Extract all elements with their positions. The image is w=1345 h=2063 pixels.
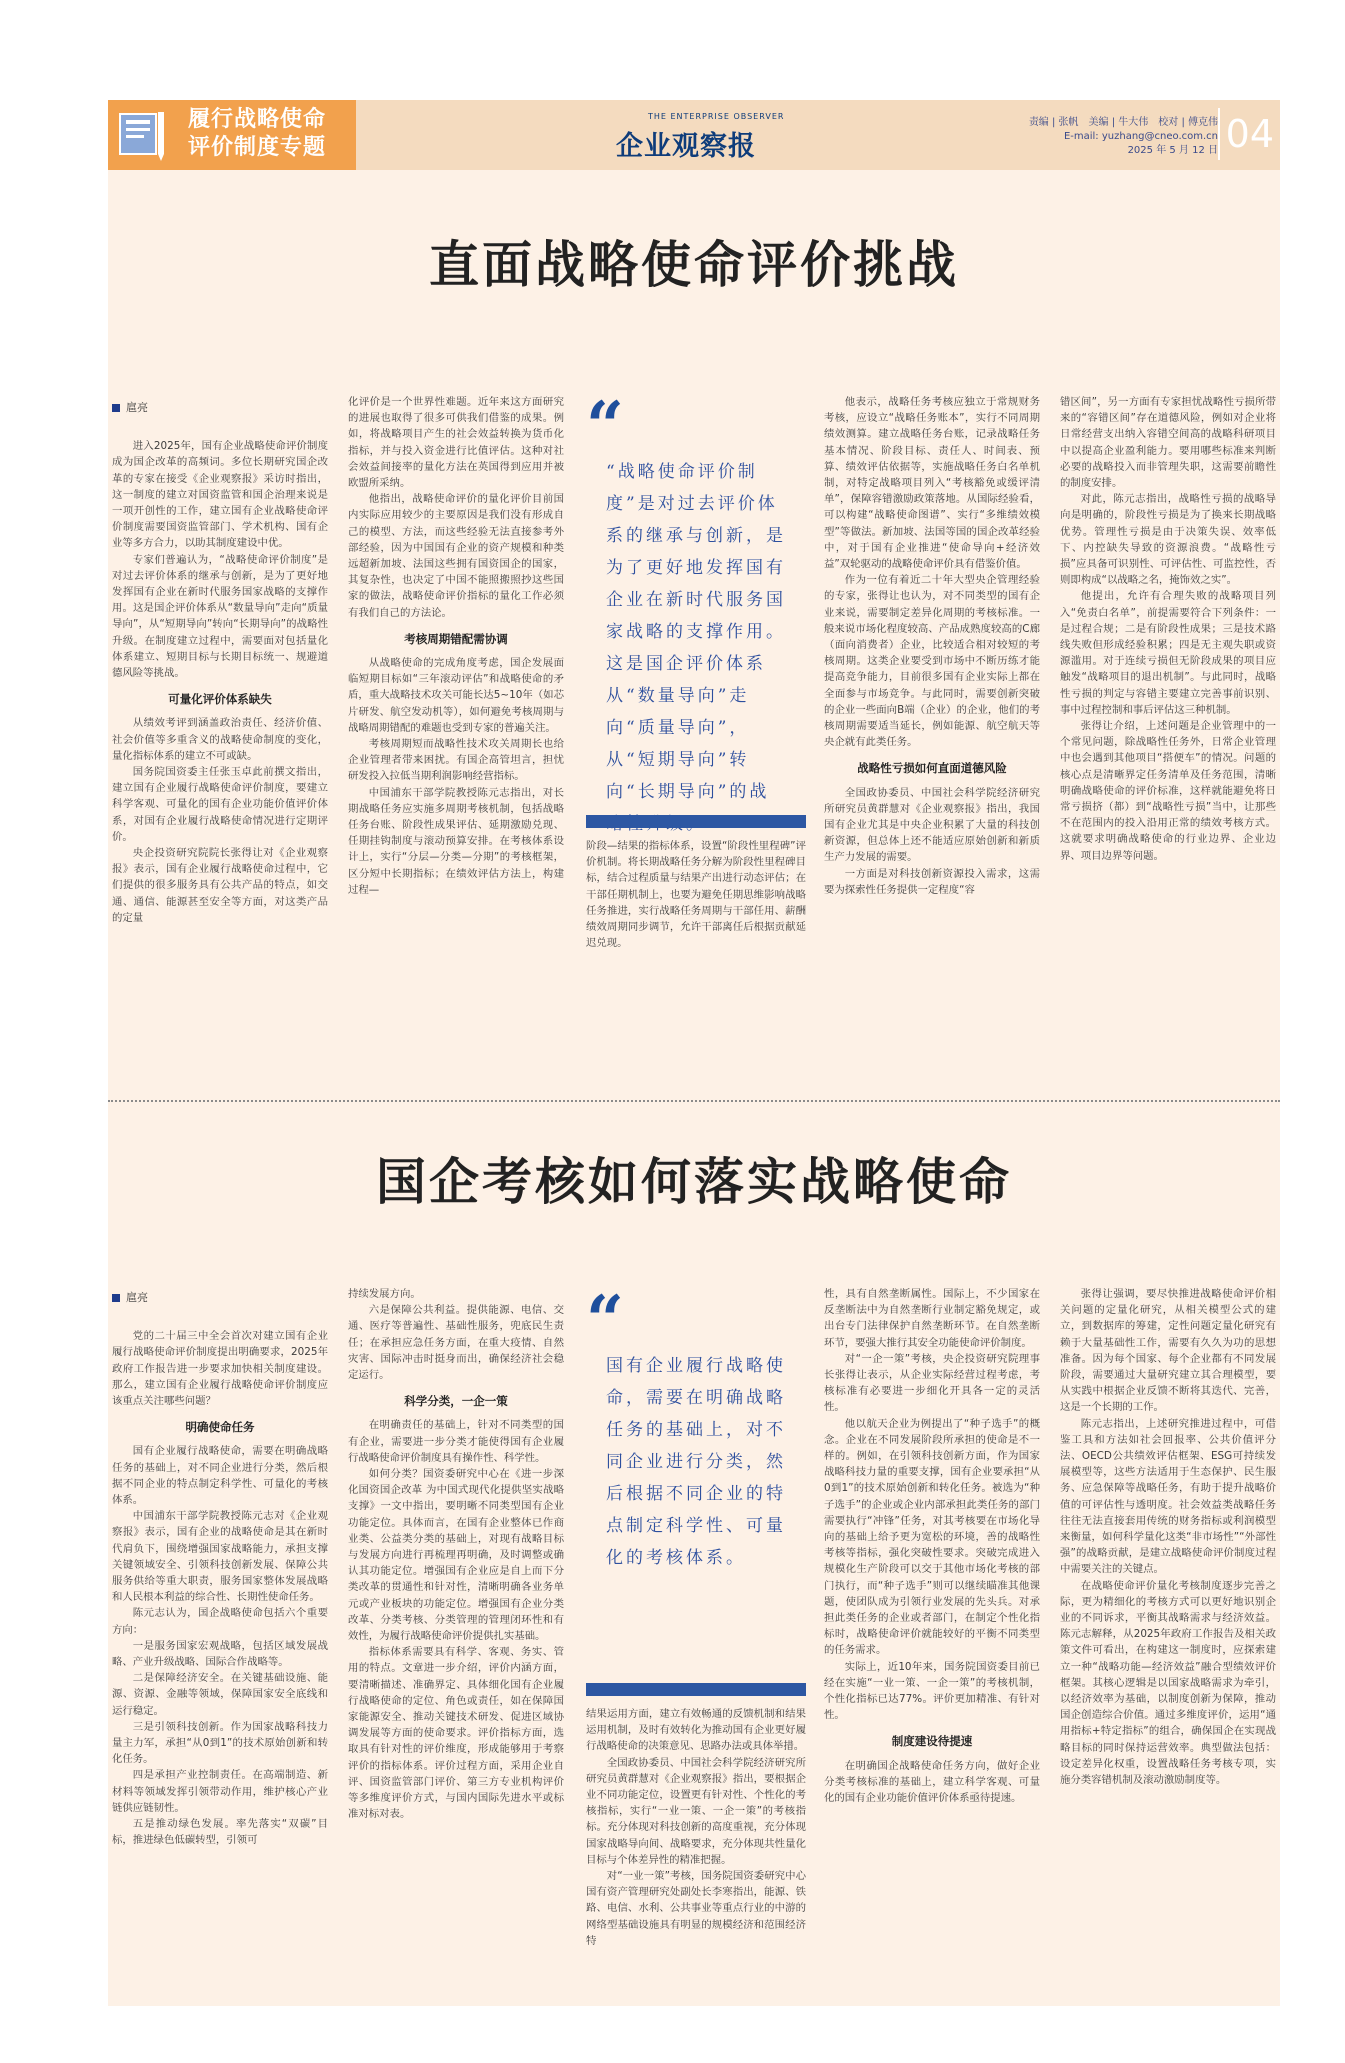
body-paragraph: 他提出，允许有合理失败的战略项目列入“免责白名单”，前提需要符合下列条件：一是过程合规；二是有阶段性成果；三是技术路线失败但形成经验积累；四是无主观失职或资源滥用。对于连续亏损但无阶段成果的项目应触发“战略项目的退出机制”。与此同时，战略性亏损的判定与容错主要建立完善事前识别、事中过程控制和事后评估这三种机制。 — [1060, 590, 1276, 716]
article1-column-4 — [824, 394, 1040, 1090]
article2-quote-bar — [586, 1683, 806, 1696]
section-subheading: 可量化评价体系缺失 — [168, 692, 272, 707]
body-paragraph: 央企投资研究院院长张得让对《企业观察报》表示，国有企业履行战略使命过程中，它们提供的很多服务具有公共产品的特点，如交通、通信、能源甚至安全等方面，对这类产品的定量 — [112, 847, 328, 924]
body-paragraph: 实际上，近10年来，国务院国资委目前已经在实施“一业一策、一企一策”的考核机制，个性化指标已达77%。评价更加精准、有针对性。 — [824, 1660, 1040, 1722]
section-subheading: 战略性亏损如何直面道德风险 — [857, 761, 1007, 776]
body-paragraph: 六是保障公共利益。提供能源、电信、交通、医疗等普遍性、基础性服务，兜底民生责任；在承担应急任务方面，在重大疫情、自然灾害、国际冲击时挺身而出，确保经济社会稳定运行。 — [348, 1304, 564, 1382]
article1-title: 直面战略使命评价挑战 — [429, 235, 959, 294]
article2-byline: 扈亮 — [112, 1290, 328, 1306]
credits-email: E-mail: yuzhang@cneo.com.cn — [1063, 131, 1218, 142]
editor-credits — [1029, 116, 1218, 158]
article1-quote-bar — [586, 815, 806, 828]
section-subheading: 考核周期错配需协调 — [404, 631, 508, 646]
body-paragraph: 他以航天企业为例提出了“种子选手”的概念。企业在不同发展阶段所承担的使命是不一样的。例如，在引领科技创新方面，作为国家战略科技力量的重要支撑，国有企业要承担“从0到1”的技术原始创新和转化任务。被选为“种子选手”的企业或企业内部承担此类任务的部门需要执行“冲锋”任务，对其考核要在市场化导向的基础上给予更为宽松的环境，善的战略性考核等指标，强化突破性要求。突破完成进入规模化生产阶段可以交于其他市场化考核的部门执行，而“种子选手”则可以继续瞄准其他课题，使团队成为引领行业发展的先头兵。对承担此类任务的企业或者部门，在制定个性化指标时，战略使命评价就能较好的平衡不同类型的任务需求。 — [824, 1417, 1040, 1657]
byline-marker-icon — [112, 1294, 120, 1302]
article2-pull-quote — [586, 1281, 808, 1590]
body-paragraph: 中国浦东干部学院教授陈元志对《企业观察报》表示，国有企业的战略使命是其在新时代肩负下，围绕增强国家战略能力，承担支撑关键领域安全、引领科技创新发展、保障公共服务供给等重大职责，服务国家整体发展战略和人民根本利益的综合性、长期性使命任务。 — [112, 1510, 328, 1604]
article2-quote-text: 国有企业履行战略使命，需要在明确战略任务的基础上，对不同企业进行分类，然后根据不同企业的特点制定科学性、可量化的考核体系。 — [606, 1356, 786, 1568]
section-subheading: 制度建设待提速 — [891, 1734, 973, 1749]
credits-date: 2025 年 5 月 12 日 — [1127, 145, 1218, 156]
page-header — [108, 100, 1280, 170]
byline-marker-icon — [112, 404, 120, 412]
body-paragraph: 国务院国资委主任张玉卓此前撰文指出，建立国有企业履行战略使命评价制度，要建立科学客观、可量化的国有企业功能价值评价体系，对国有企业履行战略使命情况进行定期评价。 — [112, 766, 328, 843]
body-paragraph: 对“一企一策”考核，央企投资研究院理事长张得让表示，从企业实际经营过程考虑，考核标准有必要进一步细化开具各一定的灵活性。 — [824, 1352, 1040, 1414]
body-paragraph: 在明确国企战略使命任务方向，做好企业分类考核标准的基础上，建立科学客观、可量化的国有企业功能价值评价体系亟待提速。 — [824, 1759, 1040, 1805]
body-paragraph: 化评价是一个世界性难题。近年来这方面研究的进展也取得了很多可供我们借鉴的成果。例如，将战略项目产生的社会效益转换为货币化指标，并与投入资金进行比值评估。这种对社会效益间接率的量化方法在英国得到应用并被欧盟所采纳。 — [348, 396, 564, 490]
special-topic-banner — [108, 100, 356, 170]
body-paragraph: 从战略使命的完成角度考虑，国企发展面临短期目标如“三年滚动评估”和战略使命的矛盾，重大战略技术攻关可能长达5~10年（如芯片研发、航空发动机等），如何避免考核周期与战略周期错配的难题也受到专家的普遍关注。 — [348, 657, 564, 734]
body-paragraph: 张得让强调，要尽快推进战略使命评价相关问题的定量化研究，从相关模型公式的建立，到数据库的筹建，定性问题定量化研究有赖于大量基础性工作，需要有久久为功的思想准备。因为每个国家、每个企业都有不同发展阶段，需要通过大量研究建立其合理模型，要从实践中根据企业反馈不断将其迭代、完善，这是一个长期的工作。 — [1060, 1288, 1276, 1414]
body-paragraph: 如何分类？国资委研究中心在《进一步深化国资国企改革 为中国式现代化提供坚实战略支撑》一文中指出，要明晰不同类型国有企业功能定位。具体而言，在国有企业整体已作商业类、公益类分类的基础上，对现有战略目标与发展方向进行再梳理再明确，及时调整或确认其功能定位。增强国有企业应是自上而下分类改革的贯通性和针对性，清晰明确各业务单元或产业板块的功能定位。增强国有企业分类改革、分类考核、分类管理的管理闭环性和有效性，为履行战略使命评价提供扎实基础。 — [348, 1468, 564, 1643]
masthead: 企业观察报 — [616, 131, 756, 162]
body-paragraph: 考核周期短而战略性技术攻关周期长也给企业管理者带来困扰。有国企高管坦言，担忧研发投入拉低当期利润影响经营指标。 — [348, 738, 564, 783]
masthead-english: THE ENTERPRISE OBSERVER — [648, 112, 785, 121]
body-paragraph: 阶段—结果的指标体系，设置“阶段性里程碑”评价机制。将长期战略任务分解为阶段性里程碑目标，结合过程质量与结果产出进行动态评估；在干部任期机制上，也要为避免任期思维影响战略任务推进，实行战略任务周期与干部任用、薪酬绩效周期同步调节，允许干部离任后根据贡献延迟兑现。 — [586, 840, 806, 950]
body-paragraph: 性，具有自然垄断属性。国际上，不少国家在反垄断法中为自然垄断行业制定豁免规定，或出台专门法律保护自然垄断环节。在自然垄断环节，要强大推行其安全功能使命评价制度。 — [824, 1288, 1040, 1349]
body-paragraph: 张得让介绍，上述问题是企业管理中的一个常见问题，除战略性任务外，日常企业管理中也会遇到其他项目“搭便车”的情况。问题的核心点是清晰界定任务清单及任务范围，清晰明确战略使命的评价标准，这样就能避免将日常亏损挤（都）到“战略性亏损”当中，让那些不在范围内的投入沿用正常的绩效考核方式。这就要求明确战略使命的行业边界、企业边界、项目边界等问题。 — [1060, 720, 1276, 862]
article2-column-4 — [824, 1286, 1040, 1990]
article2-column-1 — [112, 1290, 328, 1990]
body-paragraph: 他指出，战略使命评价的量化评价目前国内实际应用较少的主要原因是我们没有形成自己的模型、方法，而这些经验无法直接参考外部经验，因为中国国有企业的资产规模和种类远超新加坡、法国这些拥有国资国企的国家，其复杂性，也决定了中国不能照搬照抄这些国家的做法，战略使命评价指标的量化工作必须有我们自己的方法论。 — [348, 493, 564, 619]
article1-pull-quote — [586, 387, 808, 802]
article2-column-3 — [586, 1706, 806, 1990]
body-paragraph: 党的二十届三中全会首次对建立国有企业履行战略使命评价制度提出明确要求，2025年政府工作报告进一步要求加快相关制度建设。那么，建立国有企业履行战略使命评价制度应该重点关注哪些问题？ — [112, 1330, 328, 1408]
body-paragraph: 进入2025年，国有企业战略使命评价制度成为国企改革的高频词。多位长期研究国企改革的专家在接受《企业观察报》采访时指出，这一制度的建立对国资监管和国企治理来说是一项开创性的工作，建立国有企业战略使命评价制度需要国资监管部门、学术机构、国有企业等多方合力，以助其制度建设中优。 — [112, 440, 328, 550]
article1-column-2 — [348, 394, 564, 1090]
body-paragraph: 在明确责任的基础上，针对不同类型的国有企业，需要进一步分类才能使得国有企业履行战略使命评价制度具有操作性、科学性。 — [348, 1419, 564, 1464]
body-paragraph: 结果运用方面，建立有效畅通的反馈机制和结果运用机制，及时有效转化为推动国有企业更好履行战略使命的决策意见、思路办法或具体举措。 — [586, 1708, 806, 1753]
body-paragraph: 陈元志认为，国企战略使命包括六个重要方向： — [112, 1607, 328, 1636]
body-paragraph: 指标体系需要具有科学、客观、务实、管用的特点。文章进一步介绍，评价内涵方面，要清晰描述、准确界定、具体细化国有企业履行战略使命的定位、角色或责任，如在保障国家能源安全、推动关键技术研发、促进区域协调发展等方面的使命要求。评价指标方面，选取具有针对性的评价维度，形成能够用于考察评价的指标体系。评价过程方面，采用企业自评、国资监管部门评价、第三方专业机构评价等多维度评价方式，与国内国际先进水平或标准对标对表。 — [348, 1646, 564, 1821]
page-number: 04 — [1218, 108, 1274, 160]
article1-column-5 — [1060, 394, 1276, 1090]
banner-line-2: 评价制度专题 — [188, 135, 327, 160]
article2-column-2 — [348, 1286, 564, 1990]
article1-quote-text: “战略使命评价制度”是对过去评价体系的继承与创新，是为了更好地发挥国有企业在新时代服务国家战略的支撑作用。这是国企评价体系从“数量导向”走向“质量导向”，从“短期导向”转向“长期导向”的战 — [606, 462, 786, 802]
document-pen-icon — [118, 108, 166, 162]
article2-column-5 — [1060, 1286, 1276, 1990]
credits-staff: 责编 | 张帆 美编 | 牛大伟 校对 | 傅克伟 — [1028, 117, 1218, 128]
body-paragraph: 二是保障经济安全。在关键基础设施、能源、资源、金融等领域，保障国家安全底线和运行稳定。 — [112, 1672, 328, 1717]
body-paragraph: 中国浦东干部学院教授陈元志指出，对长期战略任务应实施多周期考核机制，包括战略任务台账、阶段性成果评估、延期激励兑现、任期挂钩制度与滚动预算安排。在考核体系设计上，实行“分层—分类—分期”的考核框架，区分短中长期指标；在绩效评估方法上，构建过程— — [348, 786, 564, 896]
body-paragraph: 专家们普遍认为，“战略使命评价制度”是对过去评价体系的继承与创新，是为了更好地发挥国有企业在新时代服务国家战略的支撑作用。这是国企评价体系从“数量导向”走向“质量导向”，从“短期导向”转向“长期导向”的战略性升级。在制度建立过程中，需要面对包括量化体系建立、短期目标与长期目标统一、规避道德风险等挑战。 — [112, 553, 328, 680]
section-divider — [108, 1100, 1280, 1102]
article2-title: 国企考核如何落实战略使命 — [376, 1152, 1012, 1211]
article1-byline: 扈亮 — [112, 400, 328, 416]
body-paragraph: 五是推动绿色发展。率先落实“双碳”目标，推进绿色低碳转型，引领可 — [112, 1818, 328, 1847]
body-paragraph: 全国政协委员、中国社会科学院经济研究所研究员黄群慧对《企业观察报》指出，我国国有企业尤其是中央企业积累了大量的科技创新资源，但总体上还不能适应原始创新和新质生产力发展的需要。 — [824, 786, 1040, 864]
body-paragraph: 全国政协委员、中国社会科学院经济研究所研究员黄群慧对《企业观察报》指出，要根据企业不同功能定位，设置更有针对性、个性化的考核指标，实行“一业一策、一企一策”的考核指标。充分体现对科技创新的高度重视，充分体现国家战略导向间、战略要求，充分体现共性量化目标与个体差异性的精准把握。 — [586, 1756, 806, 1866]
body-paragraph: 一方面是对科技创新资源投入需求，这需要为探索性任务提供一定程度“容 — [824, 867, 1040, 896]
article1-column-3 — [586, 838, 806, 1090]
body-paragraph: 陈元志指出，上述研究推进过程中，可借鉴工具和方法如社会回报率、公共价值评分法、OECD公共绩效评估框架、ESG可持续发展模型等，这些方法适用于生态保护、民生服务、应急保障等战略任务，有助于提升战略价值的可评估性与透明度。社会效益类战略任务往往无法直接套用传统的财务指标或利润模型来衡量，如何科学量化这类“非市场性”“外部性强”的战略贡献，是建立战略使命评价制度过程中需要关注的关键点。 — [1060, 1417, 1276, 1576]
newspaper-page — [108, 100, 1280, 2006]
body-paragraph: 对“一业一策”考核，国务院国资委研究中心国有资产管理研究处副处长李寒指出，能源、铁路、电信、水利、公共事业等重点行业的中游的网络型基础设施具有明显的规模经济和范围经济特 — [586, 1870, 806, 1947]
banner-line-1: 履行战略使命 — [188, 107, 327, 132]
body-paragraph: 他表示，战略任务考核应独立于常规财务考核，应设立“战略任务账本”，实行不同周期绩效测算。建立战略任务台账，记录战略任务基本情况、阶段目标、责任人、时间表、预算、绩效评估依据等，实施战略任务白名单机制，对特定战略项目列入“考核豁免或缓评清单”，保障容错激励政策落地。从国际经验看，可以构建“战略使命图谱”、实行“多维绩效模型”等做法。新加坡、法国等国的国企改革经验中，对于国有企业推进“使命导向+经济效益”双轮驱动的战略使命评价具有借鉴价值。 — [824, 396, 1040, 571]
quote-mark-icon: “ — [586, 387, 624, 465]
body-paragraph: 一是服务国家宏观战略，包括区域发展战略、产业升级战略、国际合作战略等。 — [112, 1639, 328, 1669]
body-paragraph: 对此，陈元志指出，战略性亏损的战略导向是明确的，阶段性亏损是为了换来长期战略优势。管理性亏损是由于决策失误、效率低下、内控缺失导致的资源浪费。“战略性亏损”应具备可识别性、可评估性、可监控性，否则即构成“以战略之名，掩饰效之实”。 — [1060, 493, 1276, 587]
body-paragraph: 从绩效考评到涵盖政治责任、经济价值、社会价值等多重含义的战略使命制度的变化，量化指标体系的建立不可或缺。 — [112, 717, 328, 762]
body-paragraph: 在战略使命评价量化考核制度逐步完善之际，更为精细化的考核方式可以更好地识别企业的不同诉求，平衡其战略需求与经济效益。陈元志解释，从2025年政府工作报告及相关政策文件可看出，在构建这一制度时，应探索建立一种“战略功能—经济效益”融合型绩效评价框架。其核心逻辑是以国家战略需求为牵引，以经济效率为基础，以制度创新为保障，推动国企创造综合价值。通过多维度评价，运用“通用指标+特定指标”的组合，确保国企在实现战略目标的同时保持运营效率。典型做法包括：设定差异化权重，设置战略任务考核专项，实施分类容错机制及滚动激励制度等。 — [1060, 1579, 1276, 1787]
body-paragraph: 持续发展方向。 — [348, 1288, 421, 1300]
body-paragraph: 三是引领科技创新。作为国家战略科技力量主力军，承担“从0到1”的技术原始创新和转化任务。 — [112, 1720, 328, 1766]
section-subheading: 科学分类，一企一策 — [404, 1394, 508, 1409]
body-paragraph: 错区间”，另一方面有专家担忧战略性亏损所带来的“容错区间”存在道德风险，例如对企业将日常经营支出纳入容错空间高的战略科研项目中以提高企业盈利能力。要用哪些标准来判断必要的战略投入而非管理失职，这需要前瞻性的制度安排。 — [1060, 396, 1276, 490]
body-paragraph: 四是承担产业控制责任。在高端制造、新材料等领域发挥引领带动作用，维护核心产业链供应链韧性。 — [112, 1769, 328, 1814]
body-paragraph: 国有企业履行战略使命，需要在明确战略任务的基础上，对不同企业进行分类，然后根据不同企业的特点制定科学性、可量化的考核体系。 — [112, 1445, 328, 1507]
body-paragraph: 作为一位有着近二十年大型央企管理经验的专家，张得让也认为，对不同类型的国有企业来说，需要制定差异化周期的考核标准。一般来说市场化程度较高、产品成熟度较高的C廊（面向消费者）企业，比较适合相对较短的考核周期。这类企业要受到市场中不断历练才能提高竞争能力，目前很多国有企业实际上都在全面参与市场竞争。与此同时，需要创新突破的企业一些面向B端（企业）的企业，他们的考核周期需要适当延长，例如能源、航空航天等央企就有此类任务。 — [824, 574, 1040, 749]
quote-mark-icon: “ — [586, 1281, 624, 1359]
section-subheading: 明确使命任务 — [185, 1420, 255, 1435]
article1-column-1 — [112, 400, 328, 1090]
